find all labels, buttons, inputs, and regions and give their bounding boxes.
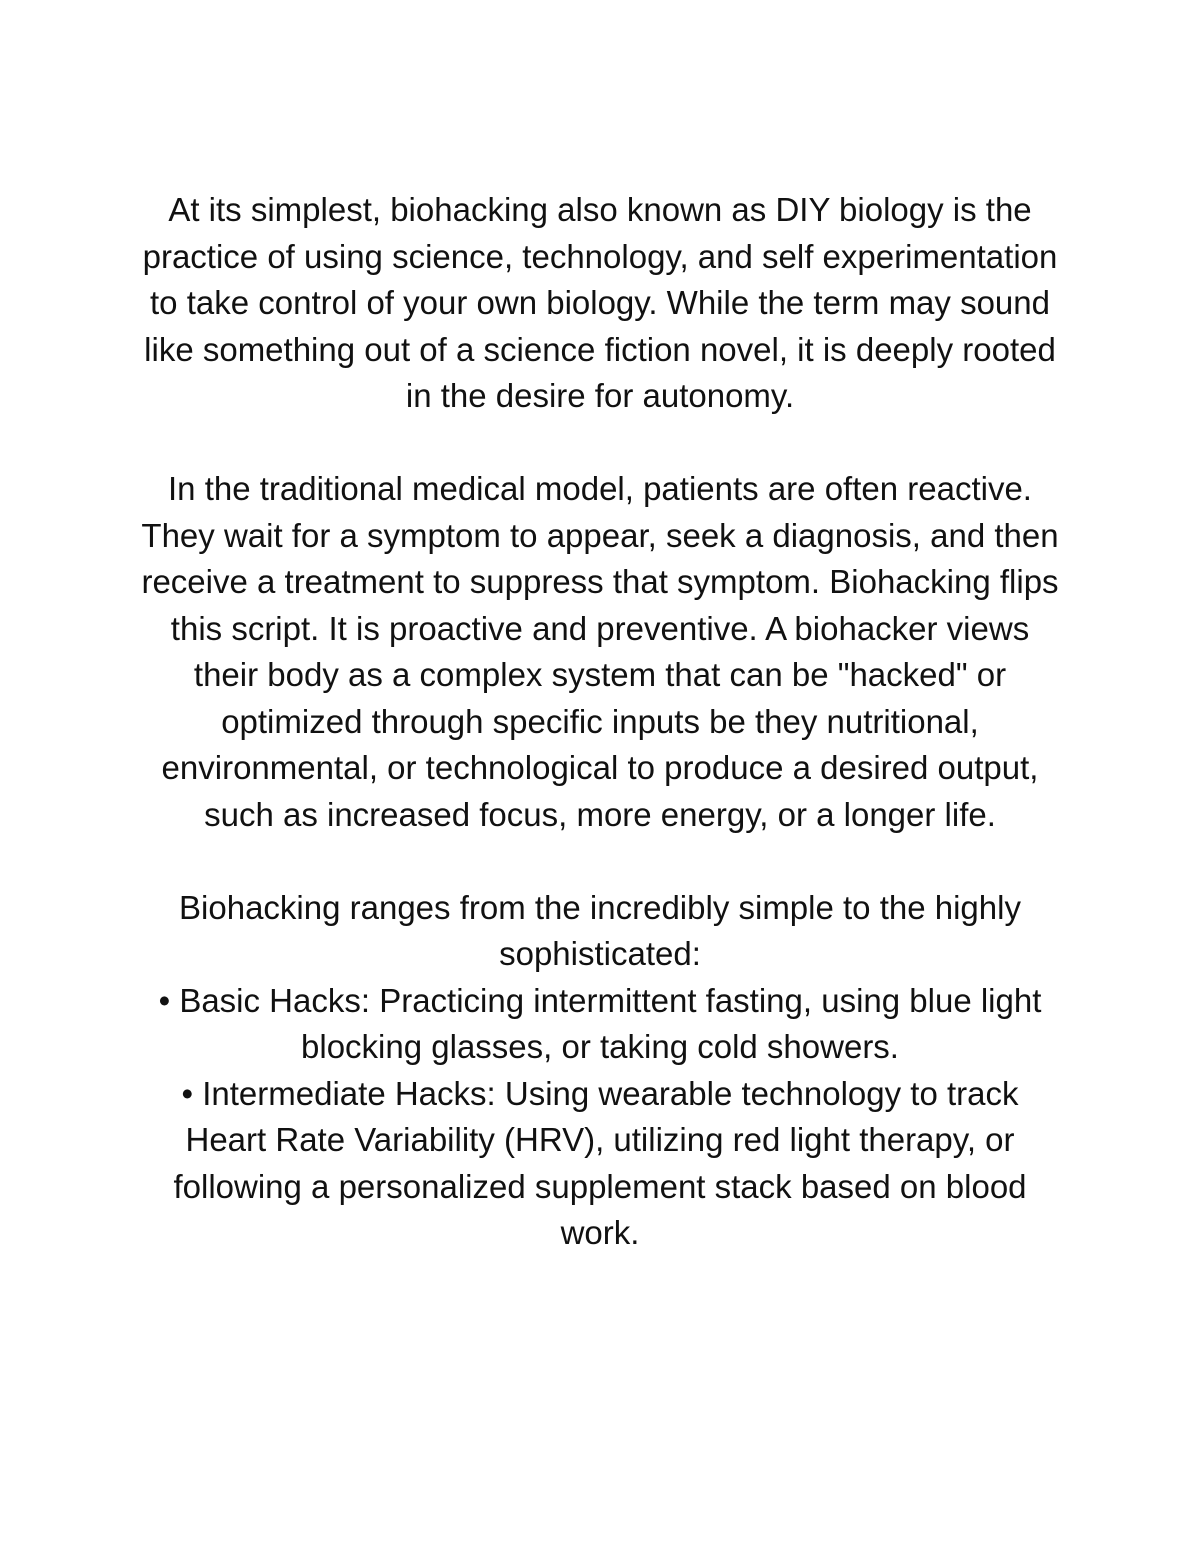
paragraph-gap (140, 838, 1060, 885)
paragraph-intro: At its simplest, biohacking also known as DIY biology is the practice of using science, technology, and self experimentation to take control of your own biology. While the term may sound like something out of a science fiction novel, it is deeply rooted in the desire for autonomy. (142, 191, 1058, 414)
bullet-intermediate-hacks: • Intermediate Hacks: Using wearable technology to track Heart Rate Variability (HRV), utilizing red light therapy, or following a personalized supplement stack based on blood work. (173, 1074, 1027, 1251)
document-body (140, 187, 1060, 1257)
paragraph-range-intro: Biohacking ranges from the incredibly simple to the highly sophisticated: (179, 888, 1021, 972)
paragraph-gap (140, 420, 1060, 467)
paragraph-medical-model: In the traditional medical model, patients are often reactive. They wait for a symptom to appear, seek a diagnosis, and then receive a treatment to suppress that symptom. Biohacking flips this script. It is proactive and preventive. A biohacker views their body as a complex system that can be "hacked" or optimized through specific inputs be they nutritional, environmental, or technological to produce a desired output, such as increased focus, more energy, or a longer life. (141, 470, 1059, 833)
bullet-basic-hacks: • Basic Hacks: Practicing intermittent fasting, using blue light blocking glasses, or taking cold showers. (158, 981, 1042, 1065)
